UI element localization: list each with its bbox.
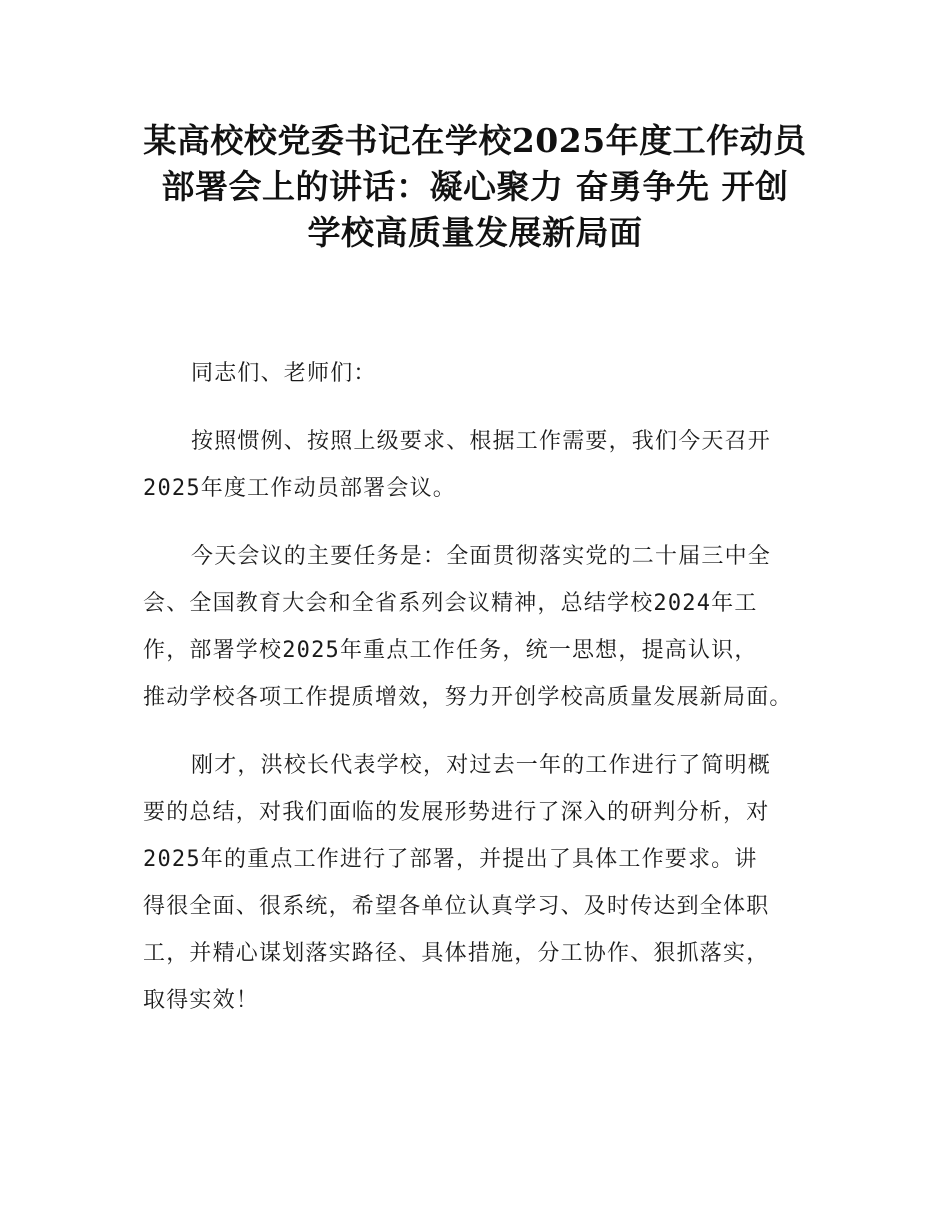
document-title (100, 118, 850, 256)
main-task-paragraph (143, 533, 833, 721)
paragraph-line: 作，部署学校2025年重点工作任务，统一思想，提高认识， (143, 638, 758, 663)
paragraph-line: 刚才，洪校长代表学校，对过去一年的工作进行了简明概 (191, 753, 772, 778)
title-line: 学校高质量发展新局面 (307, 213, 643, 252)
paragraph-line: 要的总结，对我们面临的发展形势进行了深入的研判分析，对 (143, 800, 770, 825)
intro-paragraph (143, 418, 833, 512)
paragraph-line: 推动学校各项工作提质增效，努力开创学校高质量发展新局面。 (143, 685, 793, 710)
title-line: 某高校校党委书记在学校2025年度工作动员 (143, 121, 807, 160)
paragraph-line: 2025年的重点工作进行了部署，并提出了具体工作要求。讲 (143, 847, 758, 872)
paragraph-line: 同志们、老师们： (191, 361, 377, 386)
paragraph-line: 工，并精心谋划落实路径、具体措施，分工协作、狠抓落实， (143, 941, 770, 966)
paragraph-line: 2025年度工作动员部署会议。 (143, 476, 456, 501)
salutation-paragraph (143, 350, 833, 397)
paragraph-line: 取得实效！ (143, 988, 260, 1013)
paragraph-line: 得很全面、很系统，希望各单位认真学习、及时传达到全体职 (143, 894, 770, 919)
title-line: 部署会上的讲话：凝心聚力 奋勇争先 开创 (161, 167, 789, 206)
paragraph-line: 按照惯例、按照上级要求、根据工作需要，我们今天召开 (191, 429, 772, 454)
review-paragraph (143, 742, 833, 1024)
paragraph-line: 今天会议的主要任务是：全面贯彻落实党的二十届三中全 (191, 544, 772, 569)
paragraph-line: 会、全国教育大会和全省系列会议精神，总结学校2024年工 (143, 591, 758, 616)
speech-body (143, 350, 833, 1045)
